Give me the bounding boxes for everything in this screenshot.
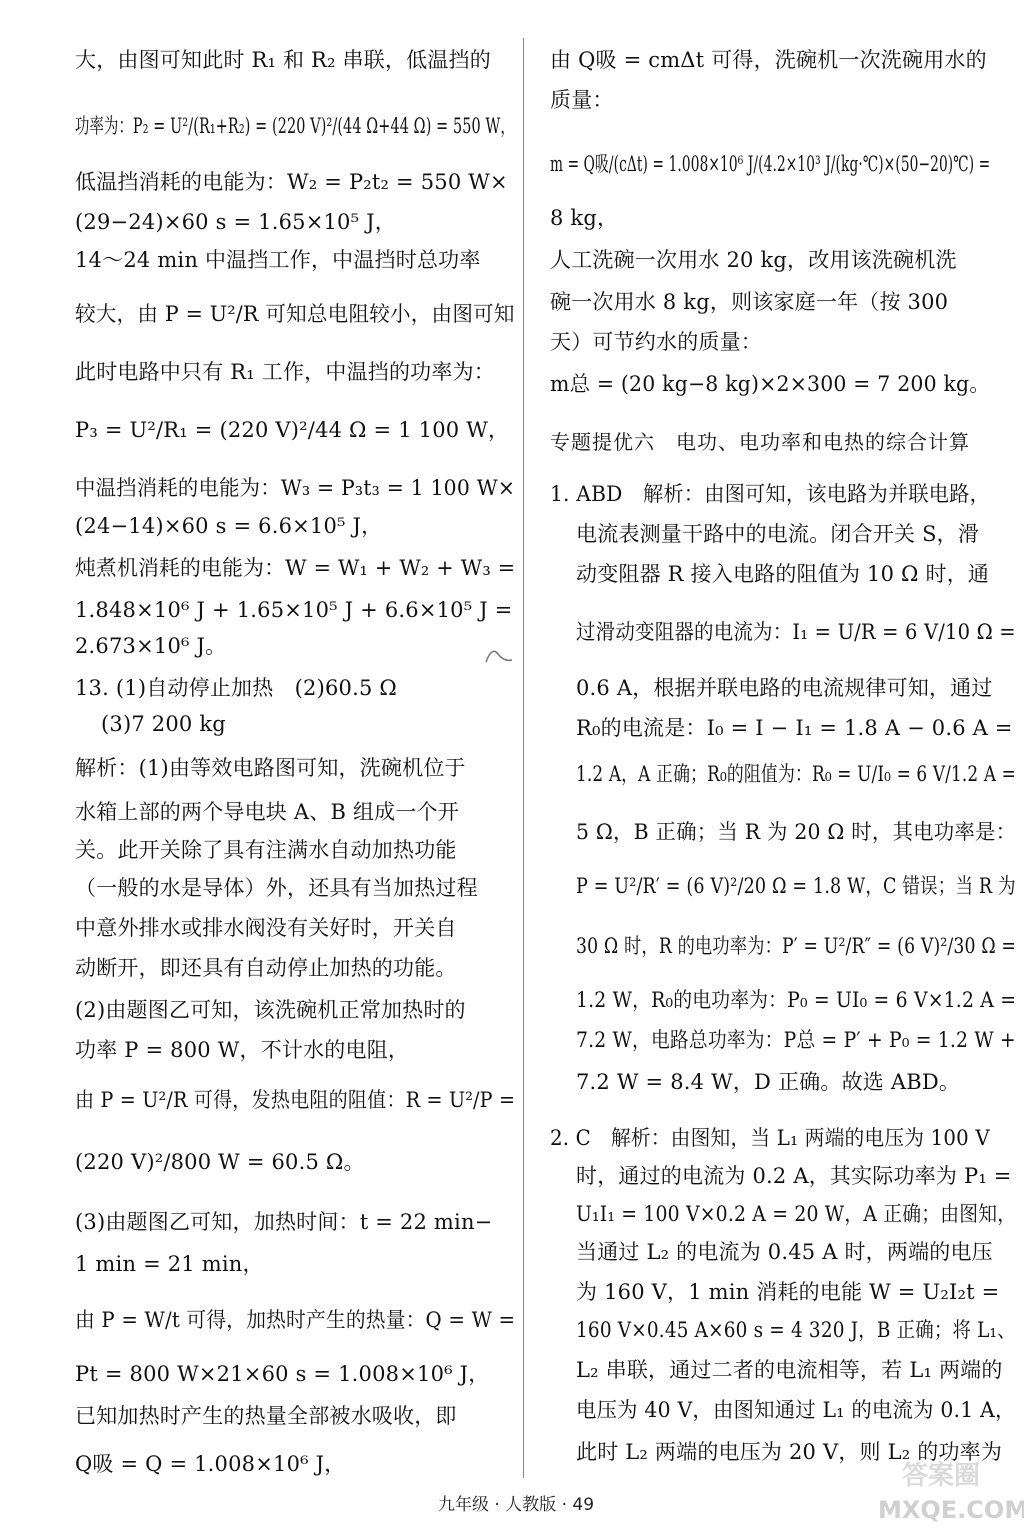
left-line-23: 功率 P = 800 W，不计水的电阻， xyxy=(75,1038,410,1062)
left-line-7: 此时电路中只有 R₁ 工作，中温挡的功率为： xyxy=(75,360,495,384)
right-line-17: 5 Ω，B 正确；当 R 为 20 Ω 时，其电功率是： xyxy=(576,820,1017,844)
right-line-27: 为 160 V，1 min 消耗的电能 W = U₂I₂t = xyxy=(576,1280,1000,1304)
left-line-11: 炖煮机消耗的电能为：W = W₁ + W₂ + W₃ = xyxy=(75,556,516,580)
left-line-14: 13. (1)自动停止加热 (2)60.5 Ω xyxy=(75,676,398,700)
left-line-15: (3)7 200 kg xyxy=(101,712,226,736)
page-footer: 九年级 · 人教版 · 49 xyxy=(437,1495,595,1515)
right-line-15: R₀的电流是：I₀ = I − I₁ = 1.8 A − 0.6 A = xyxy=(576,716,1013,740)
right-line-13: 过滑动变阻器的电流为：I₁ = U/R = 6 V/10 Ω = xyxy=(576,620,1016,644)
left-line-19: （一般的水是导体）外，还具有当加热过程 xyxy=(75,876,478,900)
left-line-10: (24−14)×60 s = 6.6×10⁵ J， xyxy=(75,514,383,538)
left-line-16: 解析：(1)由等效电路图可知，洗碗机位于 xyxy=(75,756,466,780)
right-line-25: U₁I₁ = 100 V×0.2 A = 20 W，A 正确；由图知， xyxy=(576,1202,1017,1226)
right-line-24: 时，通过的电流为 0.2 A，其实际功率为 P₁ = xyxy=(576,1164,1012,1188)
right-line-20: 1.2 W，R₀的电功率为：P₀ = UI₀ = 6 V×1.2 A = xyxy=(576,988,1017,1012)
right-line-23: 2. C 解析：由图知，当 L₁ 两端的电压为 100 V xyxy=(550,1126,990,1150)
left-line-9: 中温挡消耗的电能为：W₃ = P₃t₃ = 1 100 W× xyxy=(75,476,516,500)
right-line-28: 160 V×0.45 A×60 s = 4 320 J，B 正确；将 L₁、 xyxy=(576,1318,1016,1342)
watermark-top: 答案圈 xyxy=(902,1461,981,1491)
left-line-1: 大，由图可知此时 R₁ 和 R₂ 串联，低温挡的 xyxy=(75,48,491,72)
left-line-17: 水箱上部的两个导电块 A、B 组成一个开 xyxy=(75,800,459,824)
right-line-4: 8 kg， xyxy=(550,206,619,230)
right-line-3: m = Q吸/(cΔt) = 1.008×10⁶ J/(4.2×10³ J/(kg·℃)×(50−20)℃) = xyxy=(550,152,991,176)
left-line-5: 14～24 min 中温挡工作，中温挡时总功率 xyxy=(75,248,481,272)
left-line-27: 1 min = 21 min， xyxy=(75,1252,264,1276)
left-line-20: 中意外排水或排水阀没有关好时，开关自 xyxy=(75,916,457,940)
column-divider xyxy=(523,38,524,1478)
right-line-10: 1. ABD 解析：由图可知，该电路为并联电路， xyxy=(550,482,991,506)
right-line-21: 7.2 W，电路总功率为：P总 = P′ + P₀ = 1.2 W + xyxy=(576,1028,1016,1052)
right-line-31: 此时 L₂ 两端的电压为 20 V，则 L₂ 的功率为 xyxy=(576,1440,1003,1464)
left-line-25: (220 V)²/800 W = 60.5 Ω。 xyxy=(75,1150,365,1174)
right-line-14: 0.6 A，根据并联电路的电流规律可知，通过 xyxy=(576,676,993,700)
handwritten-mark xyxy=(482,640,518,668)
left-line-3: 低温挡消耗的电能为：W₂ = P₂t₂ = 550 W× xyxy=(75,170,508,194)
right-line-2: 质量： xyxy=(550,88,614,112)
left-line-22: (2)由题图乙可知，该洗碗机正常加热时的 xyxy=(75,998,466,1022)
left-line-31: Q吸 = Q = 1.008×10⁶ J， xyxy=(75,1452,346,1476)
right-line-18: P = U²/R′ = (6 V)²/20 Ω = 1.8 W，C 错误；当 R 为 xyxy=(576,874,1016,898)
right-line-5: 人工洗碗一次用水 20 kg，改用该洗碗机洗 xyxy=(550,248,957,272)
left-line-13: 2.673×10⁶ J。 xyxy=(75,634,227,658)
right-line-19: 30 Ω 时，R 的电功率为：P′ = U²/R″ = (6 V)²/30 Ω = xyxy=(576,934,1017,958)
right-line-8: m总 = (20 kg−8 kg)×2×300 = 7 200 kg。 xyxy=(550,372,990,396)
left-line-2: 功率为：P₂ = U²/(R₁+R₂) = (220 V)²/(44 Ω+44 Ω) = 550 W， xyxy=(75,114,515,138)
left-line-30: 已知加热时产生的热量全部被水吸收，即 xyxy=(75,1404,457,1428)
left-line-6: 较大，由 P = U²/R 可知总电阻较小，由图可知 xyxy=(75,302,515,326)
left-line-29: Pt = 800 W×21×60 s = 1.008×10⁶ J， xyxy=(75,1362,490,1386)
left-line-18: 关。此开关除了具有注满水自动加热功能 xyxy=(75,838,457,862)
right-line-26: 当通过 L₂ 的电流为 0.45 A 时，两端的电压 xyxy=(576,1240,993,1264)
left-line-8: P₃ = U²/R₁ = (220 V)²/44 Ω = 1 100 W， xyxy=(75,418,510,442)
watermark-logo xyxy=(874,1448,1024,1528)
right-line-29: L₂ 串联，通过二者的电流相等，若 L₁ 两端的 xyxy=(576,1358,1003,1382)
right-line-6: 碗一次用水 8 kg，则该家庭一年（按 300 xyxy=(550,290,949,314)
right-line-1: 由 Q吸 = cmΔt 可得，洗碗机一次洗碗用水的 xyxy=(550,48,987,72)
right-line-30: 电压为 40 V，由图知通过 L₁ 的电流为 0.1 A， xyxy=(576,1398,1016,1422)
left-line-28: 由 P = W/t 可得，加热时产生的热量：Q = W = xyxy=(75,1308,516,1332)
right-line-9: 专题提优六 电功、电功率和电热的综合计算 xyxy=(550,430,970,454)
right-line-11: 电流表测量干路中的电流。闭合开关 S，滑 xyxy=(576,522,980,546)
left-line-12: 1.848×10⁶ J + 1.65×10⁵ J + 6.6×10⁵ J = xyxy=(75,598,513,622)
right-line-7: 天）可节约水的质量： xyxy=(550,330,762,354)
left-line-26: (3)由题图乙可知，加热时间：t = 22 min− xyxy=(75,1210,493,1234)
right-line-16: 1.2 A，A 正确；R₀的阻值为：R₀ = U/I₀ = 6 V/1.2 A = xyxy=(576,762,1016,786)
left-line-24: 由 P = U²/R 可得，发热电阻的阻值：R = U²/P = xyxy=(75,1088,516,1112)
left-line-4: (29−24)×60 s = 1.65×10⁵ J， xyxy=(75,210,396,234)
right-line-12: 动变阻器 R 接入电路的阻值为 10 Ω 时，通 xyxy=(576,562,990,586)
right-line-22: 7.2 W = 8.4 W，D 正确。故选 ABD。 xyxy=(576,1070,961,1094)
left-line-21: 动断开，即还具有自动停止加热的功能。 xyxy=(75,956,457,980)
watermark-url: MXQE.COM xyxy=(878,1496,1024,1524)
